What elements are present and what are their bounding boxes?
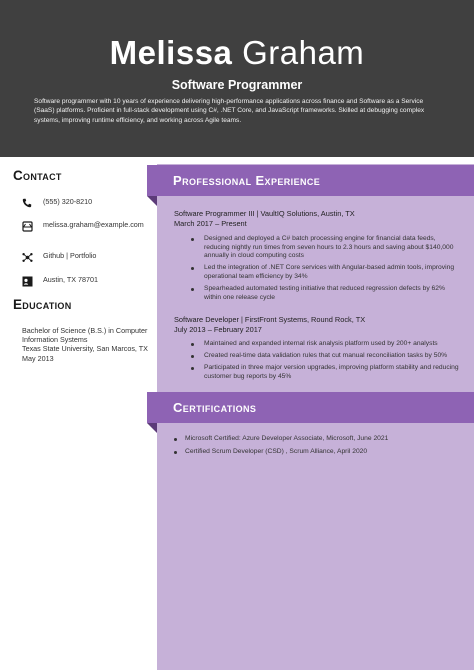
location-text: Austin, TX 78701 xyxy=(43,275,99,284)
job-2-title: Software Developer | FirstFront Systems, Round Rock, TX xyxy=(174,315,366,324)
candidate-name xyxy=(0,33,474,73)
list-item: Certified Scrum Developer (CSD) , Scrum Alliance, April 2020 xyxy=(185,448,455,457)
first-name: Melissa xyxy=(109,34,233,71)
job-1-dates: March 2017 – Present xyxy=(174,219,247,228)
professional-summary: Software programmer with 10 years of experience delivering high-performance applications across finance and Software as a Service (SaaS) platforms. Proficient in full-stack development using C#, .NET Core, and JavaScript frameworks. Skilled at debugging complex systems, improving runtime efficiency, and working across Agile teams. xyxy=(34,98,425,124)
contact-heading: Contact xyxy=(13,168,62,183)
list-item: Microsoft Certified: Azure Developer Associate, Microsoft, June 2021 xyxy=(185,435,455,444)
job-2-bullets xyxy=(204,340,462,385)
school: Texas State University, San Marcos, TX xyxy=(22,344,148,354)
certifications-list xyxy=(185,435,455,461)
job-1-header xyxy=(174,209,355,229)
list-item: Led the integration of .NET Core services with Angular-based admin tools, improving operational team efficiency by 34% xyxy=(204,264,462,281)
experience-heading: Professional Experience xyxy=(173,173,321,188)
contact-email xyxy=(21,220,151,232)
education-entry xyxy=(22,326,150,363)
job-title: Software Programmer xyxy=(171,78,303,92)
list-item: Created real-time data validation rules that cut manual reconciliation tasks by 50% xyxy=(204,352,462,361)
email-address[interactable]: melissa.graham@example.com xyxy=(43,220,144,229)
list-item: Spearheaded automated testing initiative that reduced regression defects by 62% within one release cycle xyxy=(204,285,462,302)
list-item: Participated in three major version upgrades, improving platform stability and reducing customer bug reports by 45% xyxy=(204,364,462,381)
last-name: Graham xyxy=(242,34,365,71)
graduation-date: May 2013 xyxy=(22,353,54,363)
certifications-heading: Certifications xyxy=(173,400,257,415)
profile-links[interactable]: Github | Portfolio xyxy=(43,251,97,260)
contact-phone xyxy=(21,197,92,209)
education-heading: Education xyxy=(13,297,72,312)
left-column xyxy=(0,157,157,670)
network-icon xyxy=(21,251,33,263)
list-item: Designed and deployed a C# batch processing engine for financial data feeds, reducing nightly run times from seven hours to 2.3 hours and saving about $140,000 annually in cloud computing costs xyxy=(204,235,462,261)
job-2-header xyxy=(174,315,365,335)
location-card-icon xyxy=(21,275,33,287)
job-1-bullets xyxy=(204,235,462,306)
band-fold-decoration xyxy=(147,196,157,206)
certifications-band xyxy=(147,392,474,423)
band-fold-decoration xyxy=(147,423,157,433)
job-2-dates: July 2013 – February 2017 xyxy=(174,325,262,334)
job-1-title: Software Programmer III | VaultIQ Solutions, Austin, TX xyxy=(174,209,355,218)
list-item: Maintained and expanded internal risk analysis platform used by 200+ analysts xyxy=(204,340,462,349)
contact-location xyxy=(21,275,98,287)
phone-icon xyxy=(21,197,33,209)
experience-band xyxy=(147,165,474,196)
degree: Bachelor of Science (B.S.) in Computer Information Systems xyxy=(22,326,148,345)
resume-header xyxy=(0,0,474,157)
contact-links xyxy=(21,251,96,263)
phone-number: (555) 320-8210 xyxy=(43,197,93,206)
email-icon xyxy=(21,220,33,232)
